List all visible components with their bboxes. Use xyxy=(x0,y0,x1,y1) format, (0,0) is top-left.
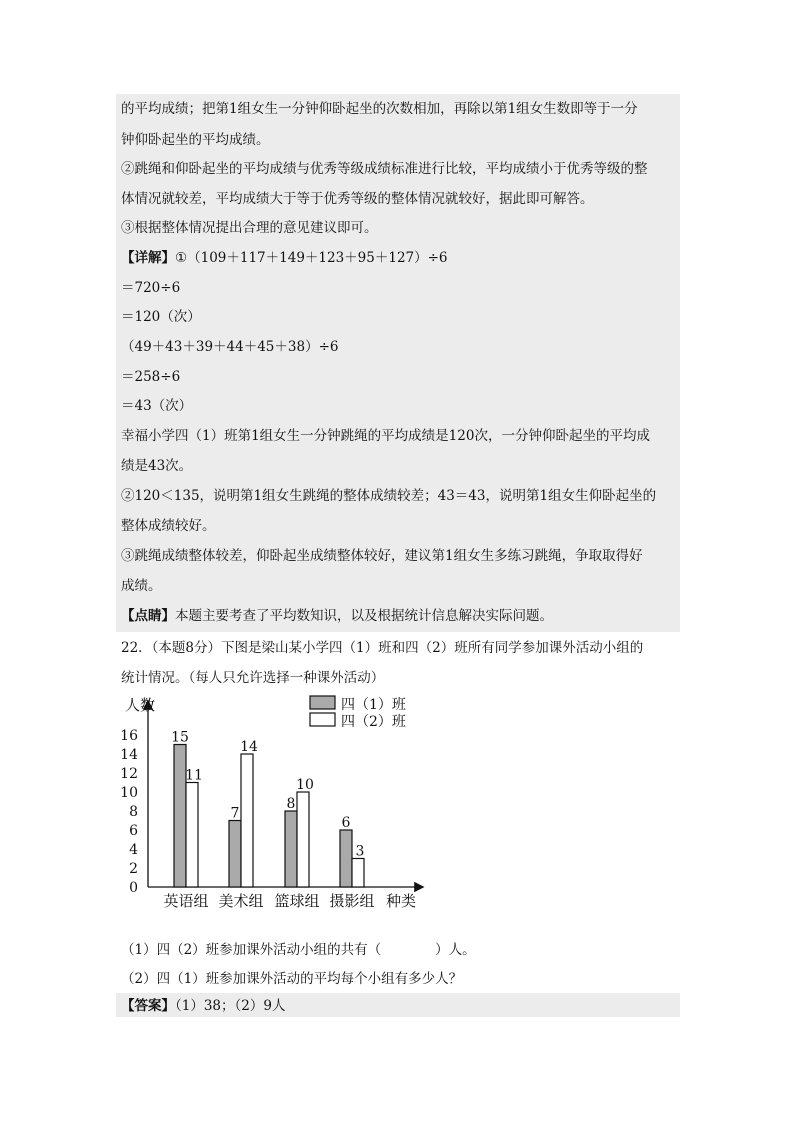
bar xyxy=(352,859,364,888)
detail-line: ③跳绳成绩整体较差，仰卧起坐成绩整体较好，建议第1组女生多练习跳绳，争取取得好 xyxy=(121,548,643,564)
detail-line: 幸福小学四（1）班第1组女生一分钟跳绳的平均成绩是120次，一分钟仰卧起坐的平均成 xyxy=(121,428,650,444)
bar xyxy=(241,754,253,887)
x-category-label: 美术组 xyxy=(218,892,264,910)
legend-label: 四（2）班 xyxy=(341,714,406,730)
analysis-line: 的平均成绩；把第1组女生一分钟仰卧起坐的次数相加，再除以第1组女生数即等于一分 xyxy=(121,101,638,117)
legend-label: 四（1）班 xyxy=(341,697,406,713)
bar xyxy=(186,783,198,888)
bar-value-label: 14 xyxy=(240,739,258,755)
y-tick-label: 4 xyxy=(129,842,138,858)
y-tick-label: 14 xyxy=(120,747,138,763)
bar xyxy=(285,811,297,887)
answer-tag: 【答案】 xyxy=(121,998,175,1014)
analysis-line: ②跳绳和仰卧起坐的平均成绩与优秀等级成绩标准进行比较，平均成绩小于优秀等级的整 xyxy=(121,161,648,177)
answer-line xyxy=(121,997,285,1015)
chart-legend xyxy=(310,696,406,730)
bar xyxy=(229,821,241,888)
detail-line: ＝258÷6 xyxy=(121,369,181,385)
bar-value-label: 8 xyxy=(286,796,296,812)
question-line: 22．（本题8分）下图是梁山某小学四（1）班和四（2）班所有同学参加课外活动小组的 xyxy=(121,640,644,656)
bar xyxy=(297,792,309,887)
detail-line: ②120＜135，说明第1组女生跳绳的整体成绩较差；43＝43，说明第1组女生仰卧起坐的 xyxy=(121,488,657,504)
bar-chart xyxy=(110,692,440,914)
comment-line xyxy=(121,607,553,625)
analysis-line: 体情况就较差，平均成绩大于等于优秀等级的整体情况就较好，据此即可解答。 xyxy=(121,191,594,207)
bar xyxy=(340,830,352,887)
bar xyxy=(174,745,186,888)
y-axis-label: 人数 xyxy=(124,696,156,714)
legend-swatch xyxy=(310,696,335,709)
bar-value-label: 7 xyxy=(230,805,240,822)
detail-line: 整体成绩较好。 xyxy=(121,518,216,534)
detail-line: ＝43（次） xyxy=(121,398,193,414)
bar-value-label: 6 xyxy=(341,815,351,831)
y-tick-label: 16 xyxy=(120,728,138,744)
bar-value-label: 10 xyxy=(296,777,314,793)
detail-first-line: ①（109＋117＋149＋123＋95＋127）÷6 xyxy=(175,250,448,266)
y-tick-label: 0 xyxy=(129,880,138,896)
detail-line: 成绩。 xyxy=(121,578,162,594)
detail-line: ＝120（次） xyxy=(121,309,201,325)
chart-bars xyxy=(174,745,364,888)
y-tick-label: 12 xyxy=(120,766,138,782)
detail-line: ＝720÷6 xyxy=(121,280,181,296)
detail-heading xyxy=(121,249,448,267)
detail-line: 绩是43次。 xyxy=(121,458,193,474)
detail-line: （49＋43＋39＋44＋45＋38）÷6 xyxy=(121,339,339,355)
analysis-line: 钟仰卧起坐的平均成绩。 xyxy=(121,132,270,148)
y-tick-label: 2 xyxy=(129,861,138,877)
bar-value-label: 3 xyxy=(355,843,365,860)
analysis-line: ③根据整体情况提出合理的意见建议即可。 xyxy=(121,220,378,236)
y-tick-label: 10 xyxy=(120,785,138,801)
bar-value-label: 15 xyxy=(171,729,189,746)
y-tick-label: 6 xyxy=(129,823,138,839)
sub-question-1: （1）四（2）班参加课外活动小组的共有（ ）人。 xyxy=(121,942,476,958)
legend-swatch xyxy=(310,713,335,726)
bar-value-label: 11 xyxy=(185,767,203,784)
question-line: 统计情况。（每人只允许选择一种课外活动） xyxy=(121,670,385,686)
comment-text: 本题主要考查了平均数知识，以及根据统计信息解决实际问题。 xyxy=(175,608,553,624)
comment-tag: 【点睛】 xyxy=(121,608,175,624)
answer-text: （1）38；（2）9人 xyxy=(175,998,286,1014)
x-axis-label: 种类 xyxy=(385,892,417,910)
detail-tag: 【详解】 xyxy=(121,250,175,266)
x-category-label: 摄影组 xyxy=(329,892,375,910)
sub-question-2: （2）四（1）班参加课外活动的平均每个小组有多少人？ xyxy=(121,971,463,987)
x-category-label: 英语组 xyxy=(163,892,209,910)
y-tick-label: 8 xyxy=(129,804,138,820)
x-category-label: 篮球组 xyxy=(274,892,320,910)
